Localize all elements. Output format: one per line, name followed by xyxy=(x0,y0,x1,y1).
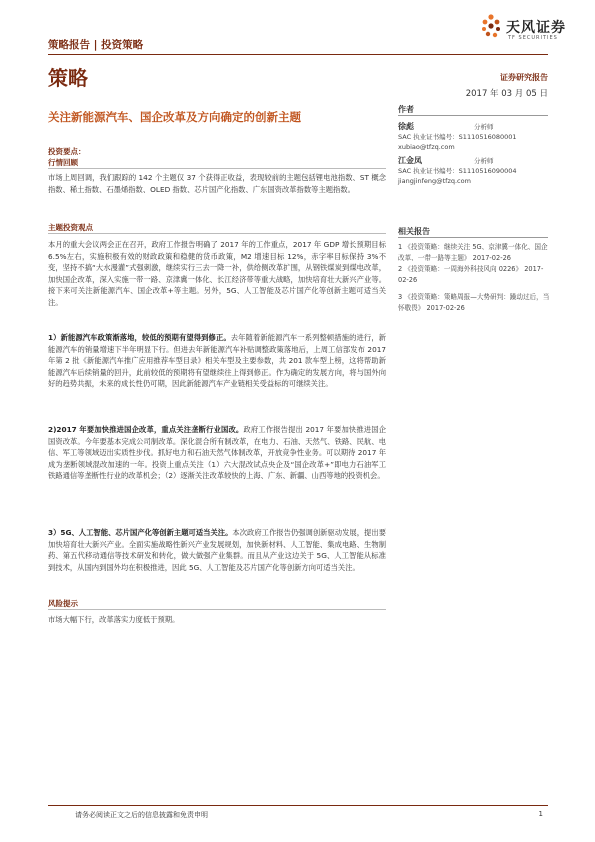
company-logo xyxy=(480,14,590,44)
market-review-text: 市场上周回调，我们跟踪的 142 个主题仅 37 个获得正收益，表现较前的主题包括锂电池指数、ST 概念指数、稀土指数、石墨烯指数、OLED 指数、芯片国产化指数、广东国资改革指数等主题指数。 xyxy=(48,173,386,194)
page-number: 1 xyxy=(538,810,543,818)
author-card xyxy=(398,122,553,152)
header-category: 策略报告 | 投资策略 xyxy=(48,39,144,51)
author-email[interactable]: jiangjinfeng@tfzq.com xyxy=(398,177,471,185)
related-report-date: 2017-02-26 xyxy=(426,304,465,312)
risk-label: 风险提示 xyxy=(48,599,78,608)
authors-label: 作者 xyxy=(398,105,414,114)
market-review-label: 行情回顾 xyxy=(48,158,78,167)
author-email[interactable]: xubiao@tfzq.com xyxy=(398,143,455,151)
author-role: 分析师 xyxy=(474,157,494,165)
related-report-title: 3 《投资策略：策略周报—大势研判：躁动过后，当怀敬畏》 xyxy=(398,293,550,312)
related-report-item[interactable] xyxy=(398,264,550,286)
point-3-heading: 3）5G、人工智能、芯片国产化等创新主题可适当关注。 xyxy=(48,528,233,537)
related-report-item[interactable] xyxy=(398,292,550,314)
related-report-title: 2 《投资策略：一周海外科技风向 0226》 xyxy=(398,265,523,273)
report-type: 证券研究报告 xyxy=(500,73,548,82)
related-report-date: 2017-02-26 xyxy=(398,265,544,284)
theme-view-label: 主题投资观点 xyxy=(48,223,93,232)
authors-rule xyxy=(398,115,548,116)
key-points-label: 投资要点： xyxy=(48,147,86,156)
author-role: 分析师 xyxy=(474,123,494,131)
related-reports-rule xyxy=(398,237,548,238)
related-report-date: 2017-02-26 xyxy=(472,254,511,262)
report-subtitle: 关注新能源汽车、国企改革及方向确定的创新主题 xyxy=(48,110,301,124)
author-sac: SAC 执业证书编号：S1110516080001 xyxy=(398,133,517,141)
author-name: 江金凤 xyxy=(398,156,422,165)
section-rule xyxy=(48,609,386,610)
point-2-heading: 2)2017 年要加快推进国企改革，重点关注垄断行业国改。 xyxy=(48,425,244,434)
author-name: 徐彪 xyxy=(398,122,414,131)
logo-text: 天风证券 xyxy=(506,20,566,36)
related-report-title: 1 《投资策略：继续关注 5G、京津冀一体化、国企改革、一带一路等主题》 xyxy=(398,243,548,262)
point-1-paragraph xyxy=(48,332,386,390)
section-rule xyxy=(48,233,386,234)
report-date: 2017 年 03 月 05 日 xyxy=(465,89,548,99)
author-card xyxy=(398,156,553,186)
point-1-heading: 1）新能源汽车政策渐落地，较低的预期有望得到修正。 xyxy=(48,333,231,342)
footer-rule xyxy=(48,805,548,806)
page-title: 策略 xyxy=(48,66,88,90)
point-1-text: 去年随着新能源汽车一系列整顿措施的进行，新能源汽车的销量增速下半年明显下行。但进去年新能源汽车补贴调整政策落地后，上周工信部发布 2017 年第 2 批《新能源汽车推广应用推荐车型目录》相关车型及主要参数，共 201 款车型上榜，这将帮助新能源汽车后续销量的回升，此前较低的预期将有望继续往上得到修正。作为确定的发展方向，将与国外向好的趋势共振，未来的成长性仍可期，因此新能源汽车产业链相关受益标的可继续关注。 xyxy=(48,333,387,389)
point-2-paragraph xyxy=(48,424,386,482)
risk-text: 市场大幅下行，改革落实力度低于预期。 xyxy=(48,615,180,624)
theme-intro-text: 本月的重大会议两会正在召开，政府工作报告明确了 2017 年的工作重点，2017 年 GDP 增长预期目标 6.5%左右，实施积极有效的财政政策和稳健的货币政策，M2 增速目标 12%，赤字率目标保持 3%不变，坚持不搞“大水漫灌”式强刺激，继续实行三去一降一补，供给侧改革扩围，从钢铁煤炭到煤电改革，加快国企改革，深入实施一带一路、京津冀一体化、长江经济带等重大战略，加快培育壮大新兴产业等。接下来可关注新能源汽车、国企改革+等主题。另外，5G、人工智能及芯片国产化等创新主题可适当关注。 xyxy=(48,240,386,307)
logo-subtext: TF SECURITIES xyxy=(508,35,558,41)
point-2-text: 政府工作报告提出 2017 年要加快推进国企国资改革。今年要基本完成公司制改革。深化混合所有制改革，在电力、石油、天然气、铁路、民航、电信、军工等领域迈出实质性步伐。抓好电力和石油天然气体制改革，开放竞争性业务。可以期待 2017 年成为垄断领域混改加速的一年。投资上重点关注（1）六大混改试点央企及“国企改革+”即电力石油军工铁路通信等垄断性行业的改革机会；（2）逐渐关注改革较快的上海、广东、新疆、山西等地的投资机会。 xyxy=(48,425,386,481)
footer-disclaimer[interactable]: 请务必阅读正文之后的信息披露和免责申明 xyxy=(75,811,208,819)
point-3-paragraph xyxy=(48,527,386,573)
related-report-item[interactable] xyxy=(398,242,550,264)
author-sac: SAC 执业证书编号：S1110516090004 xyxy=(398,167,517,175)
related-reports-label: 相关报告 xyxy=(398,227,430,236)
point-3-text: 本次政府工作报告仍强调创新驱动发展，提出要加快培育壮大新兴产业。全面实施战略性新兴产业发展规划，加快新材料、人工智能、集成电路、生物制药、第五代移动通信等技术研发和转化，做大做强产业集群。而且从产业这边关于 5G、人工智能从标准到技术，从国内到国外均在积极推进，因此 5G、人工智能及芯片国产化等创新方向可适当关注。 xyxy=(48,528,386,572)
section-rule xyxy=(48,168,386,169)
header-rule xyxy=(48,54,548,55)
logo-dots-icon xyxy=(480,14,502,40)
